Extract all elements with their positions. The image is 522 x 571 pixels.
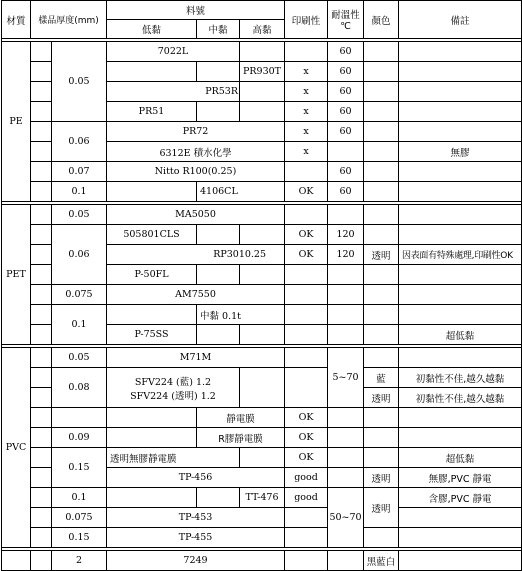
pvc-r7-code: TT-476 (240, 488, 285, 508)
pe-r2-code: PR930T (240, 62, 285, 82)
pet-thickness-005: 0.05 (52, 205, 107, 225)
header-high: 高黏 (240, 20, 285, 39)
blank-cell (240, 265, 285, 285)
blank-cell (31, 265, 52, 285)
pet-r3-heat: 120 (328, 245, 364, 265)
blank-cell (31, 408, 52, 428)
blank-cell (31, 62, 52, 82)
blank-cell (31, 348, 52, 368)
header-heat-label: 耐溫性 (331, 10, 360, 21)
header-low: 低黏 (107, 20, 197, 39)
blank-cell (399, 82, 522, 102)
blank-cell (285, 325, 328, 345)
pvc-r6-remark: 無膠,PVC 靜電 (399, 468, 522, 488)
pvc-r2-color-blue: 藍 (364, 368, 399, 388)
pvc-r4-code: R膠靜電膜 (197, 428, 285, 448)
blank-cell (240, 225, 285, 245)
blank-cell (285, 508, 328, 528)
pvc-r5-code: 透明無膠靜電膜 (107, 448, 240, 468)
pe-r6-remark: 無膠 (399, 142, 522, 162)
blank-cell (364, 225, 399, 245)
blank-cell (364, 122, 399, 142)
blank-cell (328, 325, 364, 345)
pe-r6-code: 6312E 積水化學 (107, 142, 285, 162)
pe-r3-heat: 60 (328, 82, 364, 102)
pet-r2-print: OK (285, 225, 328, 245)
pet-r1-code: MA5050 (107, 205, 285, 225)
material-spec-table (1, 0, 522, 571)
pet-r6-code: 中黏 0.1t (197, 305, 285, 325)
blank-cell (328, 428, 364, 448)
blank-cell (197, 62, 240, 82)
header-code-group: 料號 (107, 1, 285, 20)
pet-r4-code: P-50FL (107, 265, 197, 285)
blank-cell (399, 348, 522, 368)
blank-cell (107, 182, 197, 202)
pvc-r2-code (107, 368, 240, 408)
pvc-r7-remark: 含膠,PVC 靜電 (399, 488, 522, 508)
blank-cell (328, 468, 364, 488)
blank-cell (364, 42, 399, 62)
header-remarks: 備註 (399, 1, 522, 39)
pe-r8-print: OK (285, 182, 328, 202)
pvc-r8-code: TP-453 (107, 508, 285, 528)
blank-cell (364, 348, 399, 368)
pe-r4-code: PR51 (107, 102, 197, 122)
pvc-r2-code-blue: SFV224 (藍) 1.2 (134, 376, 212, 388)
pvc-thickness-015b: 0.15 (52, 528, 107, 548)
blank-cell (364, 305, 399, 325)
pe-thickness-007: 0.07 (52, 162, 107, 182)
blank-cell (31, 448, 52, 468)
blank-cell (399, 182, 522, 202)
blank-cell (399, 42, 522, 62)
blank-cell (364, 448, 399, 468)
pvc-r6-print: good (285, 468, 328, 488)
pet-r3-color: 透明 (364, 245, 399, 265)
blank-cell (240, 82, 285, 102)
pe-r7-code: Nitto R100(0.25) (107, 162, 285, 182)
blank-cell (31, 225, 52, 245)
pvc-thickness-005: 0.05 (52, 348, 107, 368)
pe-r8-heat: 60 (328, 182, 364, 202)
pet-r7-code: P-75SS (107, 325, 197, 345)
pet-thickness-01: 0.1 (52, 305, 107, 345)
blank-cell (31, 488, 52, 508)
blank-cell (31, 142, 52, 162)
pvc-r5-print: OK (285, 448, 328, 468)
blank-cell (31, 42, 52, 62)
blank-cell (328, 285, 364, 305)
blank-cell (285, 42, 328, 62)
pvc-r2-remark-blue: 初黏性不佳,越久越黏 (399, 368, 522, 388)
pet-r3-remark: 因表面有特殊處理,印刷性OK (399, 245, 522, 265)
blank-cell (240, 448, 285, 468)
pe-r6-print: x (285, 142, 328, 162)
blank-cell (364, 325, 399, 345)
pe-r3-code: PR53R (107, 82, 240, 102)
pe-r7-heat: 60 (328, 162, 364, 182)
blank-cell (328, 265, 364, 285)
blank-cell (285, 348, 328, 368)
header-material: 材質 (2, 1, 31, 39)
blank-cell (240, 325, 285, 345)
pet-r2-heat: 120 (328, 225, 364, 245)
blank-cell (107, 408, 197, 428)
pe-r3-print: x (285, 82, 328, 102)
blank-cell (31, 468, 52, 488)
pvc-r5-remark: 超低黏 (399, 448, 522, 468)
material-pe: PE (2, 42, 31, 202)
blank-cell (364, 205, 399, 225)
pet-r2-code: 505801CLS (107, 225, 197, 245)
blank-cell (31, 245, 52, 265)
blank-cell (31, 205, 52, 225)
blank-cell (328, 448, 364, 468)
pvc-r2-heat: 5~70 (328, 348, 364, 408)
pe-thickness-006: 0.06 (52, 122, 107, 162)
blank-cell (197, 325, 240, 345)
blank-cell (107, 305, 197, 325)
blank-cell (364, 182, 399, 202)
blank-cell (399, 162, 522, 182)
blank-cell (399, 408, 522, 428)
pet-thickness-006: 0.06 (52, 225, 107, 285)
header-heat (328, 1, 364, 39)
blank-cell (31, 388, 52, 408)
pvc-r7-color: 透明 (364, 488, 399, 528)
blank-cell (285, 285, 328, 305)
pvc-thickness-01: 0.1 (52, 488, 107, 508)
blank-cell (399, 528, 522, 548)
blank-cell (399, 265, 522, 285)
blank-cell (399, 205, 522, 225)
blank-cell (399, 305, 522, 325)
blank-cell (107, 428, 197, 448)
material-pvc: PVC (2, 348, 31, 548)
blank-cell (364, 528, 399, 548)
pvc-r2-code-clear: SFV224 (透明) 1.2 (130, 390, 216, 402)
blank-cell (31, 368, 52, 388)
header-color: 顏色 (364, 1, 399, 39)
header-heat-unit: ℃ (340, 21, 351, 32)
blank-cell (31, 122, 52, 142)
blank-cell (364, 82, 399, 102)
pe-r1-code: 7022L (107, 42, 240, 62)
pe-r5-code: PR72 (107, 122, 285, 142)
pet-r3-print: OK (285, 245, 328, 265)
blank-cell (364, 162, 399, 182)
blank-cell (31, 325, 52, 345)
pe-r8-code: 4106CL (197, 182, 285, 202)
blank-cell (399, 225, 522, 245)
blank-cell (285, 205, 328, 225)
blank-cell (399, 285, 522, 305)
blank-cell (107, 488, 197, 508)
pe-r2-print: x (285, 62, 328, 82)
blank-cell (328, 408, 364, 428)
pvc-thickness-008: 0.08 (52, 368, 107, 408)
blank-cell (328, 305, 364, 325)
pet-r3-code: RP3010.25 (107, 245, 285, 265)
blank-cell (364, 102, 399, 122)
pvc-r6-code: TP-456 (107, 468, 285, 488)
pvc-r7-print: good (285, 488, 328, 508)
last-thickness: 2 (52, 551, 107, 571)
blank-cell (364, 285, 399, 305)
header-printability: 印刷性 (285, 1, 328, 39)
blank-cell (399, 508, 522, 528)
material-pet: PET (2, 205, 31, 345)
pet-r5-code: AM7550 (107, 285, 285, 305)
last-code: 7249 (107, 551, 285, 571)
header-mid: 中黏 (197, 20, 240, 39)
blank-cell (399, 122, 522, 142)
blank-cell (197, 488, 240, 508)
blank-cell (285, 305, 328, 325)
blank-cell (364, 265, 399, 285)
pe-r4-heat: 60 (328, 102, 364, 122)
blank-cell (197, 225, 240, 245)
pe-r1-heat: 60 (328, 42, 364, 62)
blank-cell (328, 205, 364, 225)
blank-cell (240, 368, 285, 408)
pe-r2-heat: 60 (328, 62, 364, 82)
blank-cell (399, 102, 522, 122)
pvc-r2-remark-clear: 初黏性不佳,越久越黏 (399, 388, 522, 408)
pe-r4-print: x (285, 102, 328, 122)
pet-r7-remark: 超低黏 (399, 325, 522, 345)
blank-cell (197, 265, 240, 285)
blank-cell (364, 408, 399, 428)
blank-cell (31, 102, 52, 122)
blank-cell (31, 285, 52, 305)
blank-cell (285, 368, 328, 408)
blank-cell (364, 142, 399, 162)
blank-cell (240, 102, 285, 122)
pvc-thickness-0075: 0.075 (52, 508, 107, 528)
blank-cell (31, 528, 52, 548)
last-color: 黑藍白 (364, 551, 399, 571)
pvc-r1-code: M71M (107, 348, 285, 368)
blank-cell (399, 62, 522, 82)
pe-r5-heat: 60 (328, 122, 364, 142)
blank-cell (31, 82, 52, 102)
blank-cell (285, 162, 328, 182)
blank-cell (31, 162, 52, 182)
pvc-r6-color: 透明 (364, 468, 399, 488)
pvc-r7-heat: 50~70 (328, 488, 364, 548)
blank-cell (31, 428, 52, 448)
pet-thickness-0075: 0.075 (52, 285, 107, 305)
blank-cell (285, 265, 328, 285)
pe-r5-print: x (285, 122, 328, 142)
blank-cell (31, 508, 52, 528)
blank-cell (197, 102, 240, 122)
blank-cell (240, 42, 285, 62)
pvc-r3-code: 靜電膜 (197, 408, 285, 428)
pvc-r4-print: OK (285, 428, 328, 448)
blank-cell (52, 408, 107, 428)
blank-cell (31, 305, 52, 325)
pvc-r3-print: OK (285, 408, 328, 428)
blank-cell (31, 182, 52, 202)
blank-cell (364, 62, 399, 82)
pe-thickness-01: 0.1 (52, 182, 107, 202)
pvc-r9-code: TP-455 (107, 528, 285, 548)
blank-cell (364, 428, 399, 448)
pe-thickness-005: 0.05 (52, 42, 107, 122)
header-thickness: 樣品厚度(mm) (31, 1, 107, 39)
blank-cell (328, 142, 364, 162)
blank-cell (285, 528, 328, 548)
pvc-thickness-015: 0.15 (52, 448, 107, 488)
pvc-thickness-009: 0.09 (52, 428, 107, 448)
pvc-r2-color-clear: 透明 (364, 388, 399, 408)
blank-cell (399, 428, 522, 448)
blank-cell (107, 62, 197, 82)
